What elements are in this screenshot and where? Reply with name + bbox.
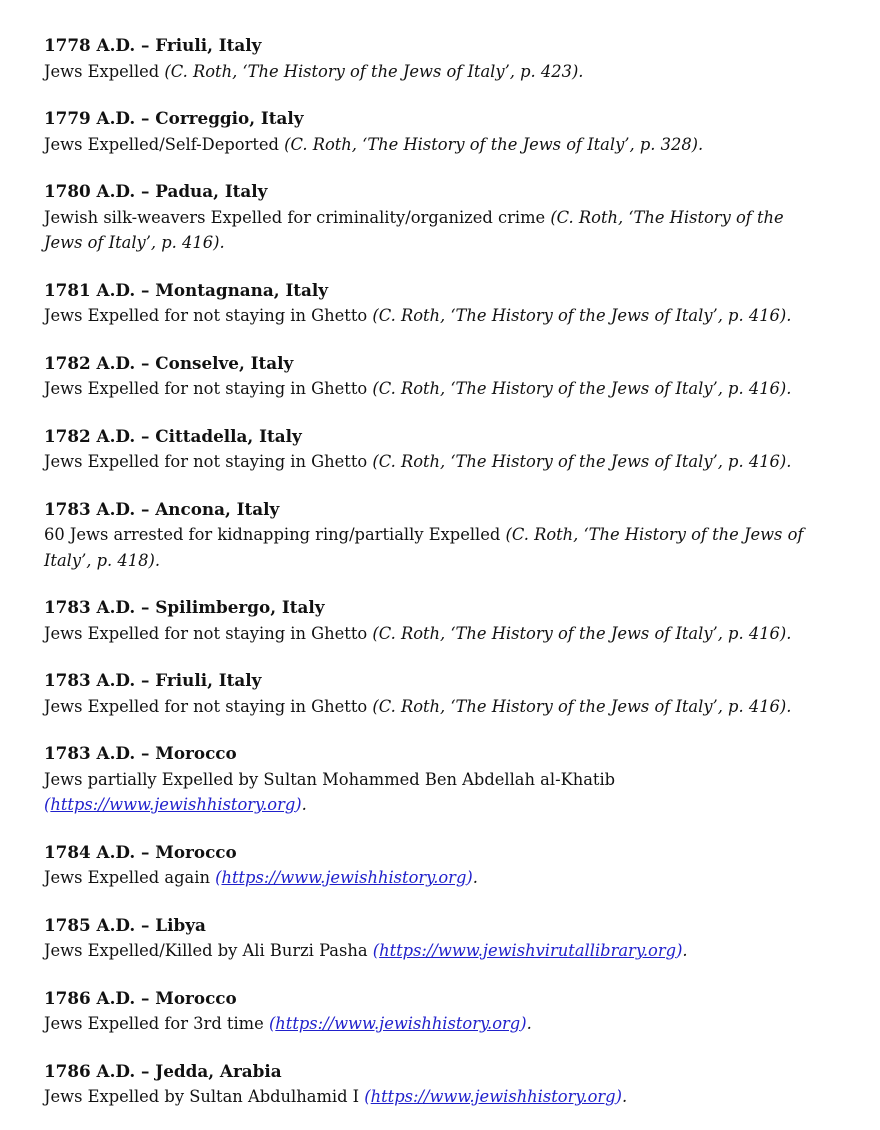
timeline-entry (44, 986, 840, 1037)
body-text: Jews Expelled/Self-Deported (44, 134, 285, 154)
citation-text: (C. Roth, ‘The History of the Jews of Italy’, p. 416). (372, 696, 792, 716)
timeline-entry (44, 33, 840, 84)
entry-body-line (44, 548, 840, 574)
citation-text: (C. Roth, ‘The History of the (550, 207, 784, 227)
entry-body (44, 694, 840, 720)
body-text: Jews Expelled for not staying in Ghetto (44, 306, 373, 325)
entry-body-line (44, 303, 840, 329)
link-paren: ) (615, 1087, 622, 1106)
body-text: 60 Jews arrested for kidnapping ring/partially Expelled (44, 525, 506, 544)
entry-body-line (44, 792, 840, 818)
timeline-entry (44, 668, 840, 719)
entry-heading: 1782 A.D. – Conselve, Italy (44, 352, 294, 373)
entry-body (44, 132, 840, 158)
entry-body-line (44, 767, 840, 793)
citation-text: (C. Roth, ‘The History of the Jews of Italy’, p. 416). (372, 379, 792, 398)
link-paren: ( (268, 1014, 276, 1033)
entry-heading: 1782 A.D. – Cittadella, Italy (44, 425, 302, 446)
body-text: Jews Expelled for 3rd time (44, 1014, 269, 1033)
link-paren: ( (364, 1087, 371, 1106)
citation-text: (C. Roth, ‘The History of the Jews of Italy’, p. 416). (372, 306, 792, 325)
body-text: Jews Expelled for not staying in Ghetto (44, 623, 373, 643)
body-text: Jews Expelled for not staying in Ghetto (44, 379, 373, 398)
body-text: Jews Expelled/Killed by Ali Burzi Pasha (44, 941, 373, 960)
entry-body-line (44, 938, 840, 964)
entry-body (44, 205, 840, 256)
link-paren: ( (215, 868, 222, 887)
timeline-entry (44, 1059, 840, 1110)
entry-body-line (44, 449, 840, 475)
entry-body-line (44, 694, 840, 720)
entry-body-line (44, 230, 840, 256)
body-text: Jews Expelled for not staying in Ghetto (44, 696, 373, 716)
citation-text: . (526, 1014, 532, 1033)
entry-heading: 1781 A.D. – Montagnana, Italy (44, 279, 329, 300)
entry-body-line (44, 621, 840, 647)
citation-link[interactable]: https://www.jewishhistory.org (275, 1014, 521, 1033)
entry-body-line (44, 1084, 840, 1110)
link-paren: ( (372, 941, 380, 960)
citation-text: (C. Roth, ‘The History of the Jews of Italy’, p. 328). (284, 134, 704, 154)
body-text: Jews Expelled again (44, 868, 216, 887)
timeline-entry (44, 106, 840, 157)
link-paren: ) (520, 1014, 527, 1033)
citation-link[interactable]: https://www.jewishvirutallibrary.org (379, 941, 677, 960)
timeline-entry (44, 913, 840, 964)
entry-heading: 1783 A.D. – Morocco (44, 743, 237, 763)
citation-text: (C. Roth, ‘The History of the Jews of (505, 525, 804, 544)
timeline-entry (44, 840, 840, 891)
entry-body-line (44, 376, 840, 402)
entry-heading: 1783 A.D. – Spilimbergo, Italy (44, 597, 325, 617)
citation-text: Italy’, p. 418). (44, 550, 160, 570)
citation-link[interactable]: https://www.jewishhistory.org (221, 868, 467, 887)
link-paren: ) (676, 941, 683, 960)
entry-body (44, 621, 840, 647)
entry-body (44, 767, 840, 818)
timeline-entry (44, 741, 840, 818)
citation-text: . (301, 795, 307, 814)
entry-body-line (44, 132, 840, 158)
timeline-entry (44, 179, 840, 256)
entry-heading: 1786 A.D. – Morocco (44, 987, 237, 1008)
entry-heading: 1779 A.D. – Correggio, Italy (44, 108, 304, 128)
entry-heading: 1778 A.D. – Friuli, Italy (44, 35, 262, 55)
link-paren: ) (295, 795, 302, 814)
link-paren: ( (44, 795, 51, 814)
entry-body-line (44, 522, 840, 548)
citation-text: . (472, 868, 478, 887)
body-text: Jewish silk-weavers Expelled for criminality/organized crime (44, 207, 551, 227)
citation-text: (C. Roth, ‘The History of the Jews of Italy’, p. 416). (372, 623, 792, 643)
entry-body (44, 1084, 840, 1110)
entry-body-line (44, 1011, 840, 1037)
entry-heading: 1783 A.D. – Ancona, Italy (44, 498, 280, 519)
citation-text: (C. Roth, ‘The History of the Jews of Italy’, p. 416). (372, 452, 792, 471)
entry-body-line (44, 865, 840, 891)
citation-link[interactable]: https://www.jewishhistory.org (370, 1087, 616, 1106)
entry-heading: 1785 A.D. – Libya (44, 914, 206, 935)
entry-body (44, 1011, 840, 1037)
body-text: Jews Expelled for not staying in Ghetto (44, 452, 373, 471)
entry-body (44, 938, 840, 964)
entries-list (44, 33, 840, 1110)
citation-text: Jews of Italy’, p. 416). (44, 233, 225, 252)
entry-body-line (44, 59, 840, 85)
body-text: Jews Expelled by Sultan Abdulhamid I (44, 1087, 365, 1106)
entry-body-line (44, 205, 840, 231)
entry-heading: 1780 A.D. – Padua, Italy (44, 181, 268, 201)
entry-body (44, 303, 840, 329)
entry-body (44, 449, 840, 475)
timeline-entry (44, 497, 840, 574)
citation-text: (C. Roth, ‘The History of the Jews of Italy’, p. 423). (164, 61, 584, 81)
entry-body (44, 59, 840, 85)
citation-text: . (621, 1087, 628, 1106)
entry-heading: 1786 A.D. – Jedda, Arabia (44, 1060, 282, 1081)
entry-heading: 1783 A.D. – Friuli, Italy (44, 670, 262, 690)
timeline-entry (44, 278, 840, 329)
entry-heading: 1784 A.D. – Morocco (44, 841, 237, 862)
entry-body (44, 865, 840, 891)
entry-body (44, 522, 840, 573)
timeline-entry (44, 351, 840, 402)
body-text: Jews Expelled (44, 61, 165, 81)
link-paren: ) (466, 868, 473, 887)
citation-link[interactable]: https://www.jewishhistory.org (50, 795, 296, 814)
timeline-entry (44, 424, 840, 475)
timeline-entry (44, 595, 840, 646)
entry-body (44, 376, 840, 402)
citation-text: . (682, 941, 688, 960)
body-text: Jews partially Expelled by Sultan Mohammed Ben Abdellah al-Khatib (44, 769, 616, 789)
